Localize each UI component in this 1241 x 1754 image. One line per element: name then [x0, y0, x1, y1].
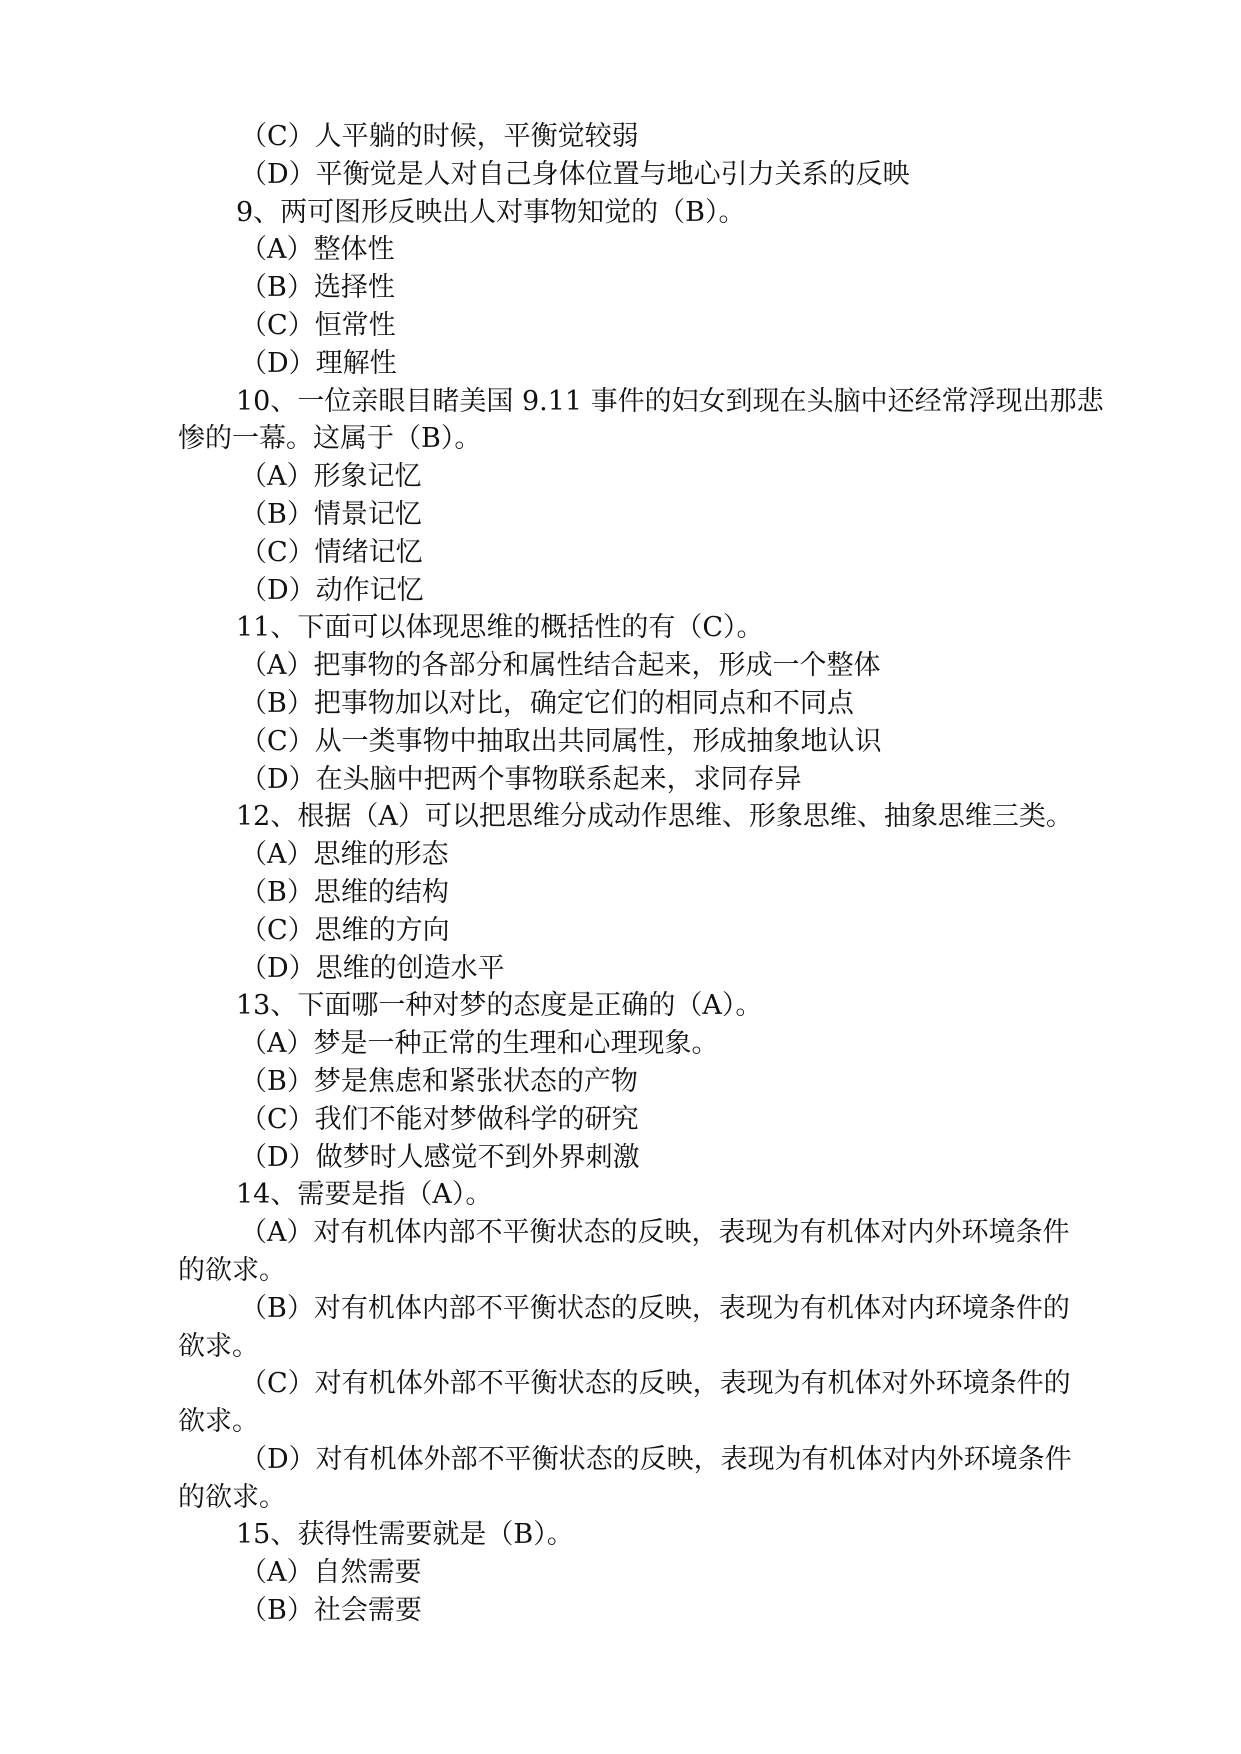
- continuation-line: 惨的一幕。这属于（B）。: [178, 423, 482, 455]
- option-line: （C）我们不能对梦做科学的研究: [240, 1103, 639, 1135]
- option-line: （B）把事物加以对比，确定它们的相同点和不同点: [240, 687, 854, 719]
- option-line: （D）对有机体外部不平衡状态的反映，表现为有机体对内外环境条件: [240, 1443, 1072, 1475]
- option-line: （D）动作记忆: [240, 574, 424, 606]
- continuation-line: 的欲求。: [178, 1254, 286, 1286]
- option-line: （D）平衡觉是人对自己身体位置与地心引力关系的反映: [240, 158, 910, 190]
- option-line: （B）对有机体内部不平衡状态的反映，表现为有机体对内环境条件的: [240, 1292, 1070, 1324]
- question-line: 12、根据（A）可以把思维分成动作思维、形象思维、抽象思维三类。: [236, 801, 1073, 833]
- question-line: 15、获得性需要就是（B）。: [236, 1519, 574, 1551]
- option-line: （C）人平躺的时候，平衡觉较弱: [240, 121, 639, 152]
- question-line: 9、两可图形反映出人对事物知觉的（B）。: [236, 196, 746, 228]
- option-line: （A）梦是一种正常的生理和心理现象。: [240, 1028, 719, 1060]
- option-line: （B）梦是焦虑和紧张状态的产物: [240, 1065, 638, 1097]
- option-line: （A）把事物的各部分和属性结合起来，形成一个整体: [240, 650, 881, 682]
- option-line: （C）思维的方向: [240, 914, 450, 946]
- continuation-line: 欲求。: [178, 1330, 259, 1362]
- question-line: 10、一位亲眼目睹美国 9.11 事件的妇女到现在头脑中还经常浮现出那悲: [236, 385, 1104, 417]
- option-line: （D）做梦时人感觉不到外界刺激: [240, 1141, 640, 1173]
- question-line: 13、下面哪一种对梦的态度是正确的（A）。: [236, 990, 763, 1022]
- option-line: （B）情景记忆: [240, 498, 422, 530]
- option-line: （C）情绪记忆: [240, 536, 423, 568]
- question-line: 14、需要是指（A）。: [236, 1179, 493, 1211]
- option-line: （A）形象记忆: [240, 461, 422, 493]
- option-line: （B）思维的结构: [240, 876, 449, 908]
- option-line: （C）对有机体外部不平衡状态的反映，表现为有机体对外环境条件的: [240, 1368, 1071, 1400]
- option-line: （A）自然需要: [240, 1557, 422, 1589]
- option-line: （A）整体性: [240, 234, 395, 266]
- option-line: （C）恒常性: [240, 309, 396, 341]
- question-line: 11、下面可以体现思维的概括性的有（C）。: [236, 612, 764, 644]
- continuation-line: 欲求。: [178, 1406, 259, 1438]
- option-line: （A）对有机体内部不平衡状态的反映，表现为有机体对内外环境条件: [240, 1217, 1070, 1249]
- option-line: （D）在头脑中把两个事物联系起来，求同存异: [240, 763, 802, 795]
- option-line: （B）选择性: [240, 272, 395, 304]
- continuation-line: 的欲求。: [178, 1481, 286, 1513]
- option-line: （D）思维的创造水平: [240, 952, 505, 984]
- option-line: （B）社会需要: [240, 1595, 422, 1627]
- option-line: （D）理解性: [240, 347, 397, 379]
- option-line: （C）从一类事物中抽取出共同属性，形成抽象地认识: [240, 725, 882, 757]
- document-body: [178, 118, 1148, 1630]
- option-line: （A）思维的形态: [240, 839, 449, 871]
